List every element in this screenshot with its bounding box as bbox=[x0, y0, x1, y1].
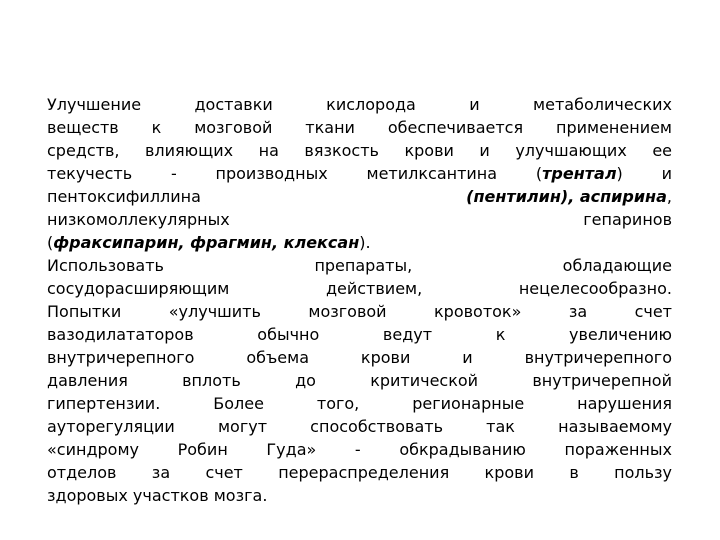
text-line: сосудорасширяющим действием, нецелесообразно. bbox=[47, 279, 672, 298]
drug-name-trental: трентал bbox=[542, 164, 617, 183]
text-line: внутричерепного объема крови и внутричерепного bbox=[47, 348, 672, 367]
text-line: «синдрому Робин Гуда» - обкрадыванию пораженных bbox=[47, 440, 672, 459]
paragraph-cerebral-oxygen-delivery bbox=[47, 93, 672, 254]
text-line: вазодилататоров обычно ведут к увеличению bbox=[47, 325, 672, 344]
text-line: гипертензии. Более того, регионарные нарушения bbox=[47, 394, 672, 413]
text-line bbox=[47, 254, 672, 277]
text-line bbox=[47, 231, 672, 254]
text-word: препараты, bbox=[314, 256, 413, 275]
text-segment: гепаринов bbox=[583, 210, 672, 229]
text-line bbox=[47, 208, 672, 231]
text-segment: текучесть - производных метилксантина ( bbox=[47, 164, 543, 183]
text-line: средств, влияющих на вязкость крови и улучшающих ее bbox=[47, 141, 672, 160]
drug-name-heparins: фраксипарин, фрагмин, клексан bbox=[53, 233, 360, 252]
text-line: отделов за счет перераспределения крови в пользу bbox=[47, 463, 672, 482]
text-word: обладающие bbox=[562, 256, 672, 275]
text-line bbox=[47, 162, 672, 185]
text-line: ауторегуляции могут способствовать так называемому bbox=[47, 417, 672, 436]
text-line: давления вплоть до критической внутричерепной bbox=[47, 371, 672, 390]
slide-text-body bbox=[47, 93, 672, 507]
text-segment: ) и bbox=[616, 164, 672, 183]
text-segment: ( bbox=[47, 233, 54, 252]
text-segment: пентоксифиллина bbox=[47, 187, 201, 206]
text-segment: , bbox=[666, 187, 672, 206]
text-line: веществ к мозговой ткани обеспечивается применением bbox=[47, 118, 672, 137]
text-line: здоровых участков мозга. bbox=[47, 486, 268, 505]
text-line: Улучшение доставки кислорода и метаболических bbox=[47, 95, 672, 114]
paragraph-vasodilator-warning bbox=[47, 254, 672, 507]
text-segment: ). bbox=[359, 233, 371, 252]
drug-name-pentilin-aspirin: (пентилин), аспирина bbox=[466, 187, 667, 206]
text-segment: низкомоллекулярных bbox=[47, 210, 230, 229]
text-line bbox=[47, 185, 672, 208]
text-word: Использовать bbox=[47, 256, 164, 275]
text-line: Попытки «улучшить мозговой кровоток» за счет bbox=[47, 302, 672, 321]
